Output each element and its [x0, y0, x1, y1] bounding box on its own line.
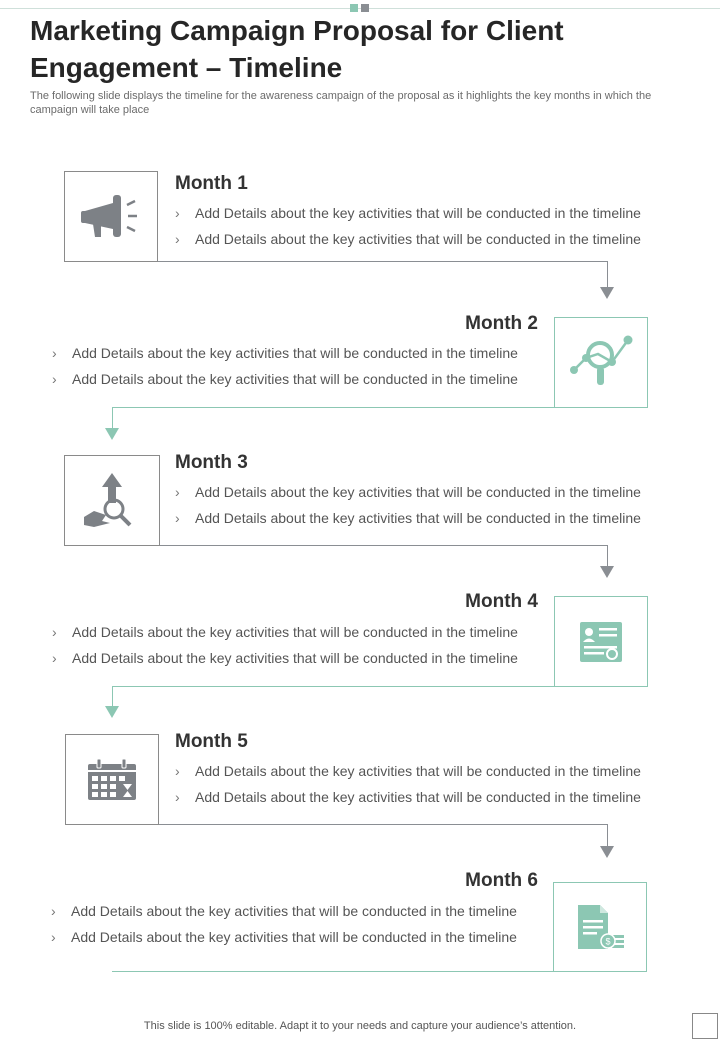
footer-note: This slide is 100% editable. Adapt it to your needs and capture your audience’s attention.	[143, 1020, 577, 1032]
connector-line	[112, 407, 555, 408]
month-3-title: Month 3	[175, 452, 248, 473]
month-1-title: Month 1	[175, 173, 248, 194]
chevron-right-icon: ›	[175, 231, 180, 247]
connector-line	[158, 261, 608, 262]
chevron-right-icon: ›	[52, 624, 57, 640]
connector-line	[112, 407, 113, 428]
month-4-icon-box	[554, 596, 648, 687]
month-5-title: Month 5	[175, 731, 248, 752]
top-divider	[0, 8, 720, 9]
connector-line	[112, 686, 555, 687]
arrow-down-icon	[105, 428, 119, 440]
megaphone-icon	[79, 189, 143, 245]
top-accent-square	[350, 4, 358, 12]
month-4-bullet: › Add Details about the key activities that will be conducted in the timeline	[52, 624, 518, 640]
month-2-title: Month 2	[465, 313, 538, 334]
month-4-bullet: › Add Details about the key activities that will be conducted in the timeline	[52, 650, 518, 666]
connector-line	[160, 545, 608, 546]
growth-hand-icon	[80, 469, 144, 533]
chevron-right-icon: ›	[51, 929, 56, 945]
arrow-down-icon	[105, 706, 119, 718]
month-3-bullet: › Add Details about the key activities that will be conducted in the timeline	[175, 510, 641, 526]
month-5-icon-box	[65, 734, 159, 825]
arrow-down-icon	[600, 846, 614, 858]
arrow-down-icon	[600, 287, 614, 299]
profile-card-icon	[579, 621, 623, 663]
chevron-right-icon: ›	[51, 903, 56, 919]
chevron-right-icon: ›	[175, 789, 180, 805]
calendar-icon	[86, 758, 138, 802]
month-6-title: Month 6	[465, 870, 538, 891]
month-6-icon-box	[553, 882, 647, 972]
chevron-right-icon: ›	[52, 371, 57, 387]
connector-line	[159, 824, 608, 825]
chevron-right-icon: ›	[175, 510, 180, 526]
month-2-bullet: › Add Details about the key activities that will be conducted in the timeline	[52, 345, 518, 361]
connector-line	[112, 686, 113, 706]
arrow-down-icon	[600, 566, 614, 578]
chevron-right-icon: ›	[52, 650, 57, 666]
chevron-right-icon: ›	[52, 345, 57, 361]
corner-box	[692, 1013, 718, 1039]
connector-line	[607, 824, 608, 846]
chevron-right-icon: ›	[175, 763, 180, 779]
month-2-icon-box	[554, 317, 648, 408]
month-3-bullet: › Add Details about the key activities that will be conducted in the timeline	[175, 484, 641, 500]
page-subtitle: The following slide displays the timeline for the awareness campaign of the proposal as it highlights the key months in which the campaign will take place	[30, 90, 652, 116]
month-1-icon-box	[64, 171, 158, 262]
month-1-bullet: › Add Details about the key activities that will be conducted in the timeline	[175, 231, 641, 247]
chevron-right-icon: ›	[175, 205, 180, 221]
connector-line	[607, 545, 608, 566]
month-2-bullet: › Add Details about the key activities that will be conducted in the timeline	[52, 371, 518, 387]
month-5-bullet: › Add Details about the key activities that will be conducted in the timeline	[175, 763, 641, 779]
top-accent-square	[361, 4, 369, 12]
analytics-search-icon	[566, 328, 636, 398]
month-6-bullet: › Add Details about the key activities that will be conducted in the timeline	[51, 903, 517, 919]
month-1-bullet: › Add Details about the key activities that will be conducted in the timeline	[175, 205, 641, 221]
page-title: Marketing Campaign Proposal for Client Engagement – Timeline	[30, 15, 564, 83]
month-6-bullet: › Add Details about the key activities that will be conducted in the timeline	[51, 929, 517, 945]
connector-line	[607, 261, 608, 287]
month-5-bullet: › Add Details about the key activities that will be conducted in the timeline	[175, 789, 641, 805]
chevron-right-icon: ›	[175, 484, 180, 500]
connector-line	[112, 971, 554, 972]
svg-text:$: $	[605, 936, 611, 947]
month-3-icon-box	[64, 455, 160, 546]
invoice-icon	[574, 903, 626, 951]
month-4-title: Month 4	[465, 591, 538, 612]
